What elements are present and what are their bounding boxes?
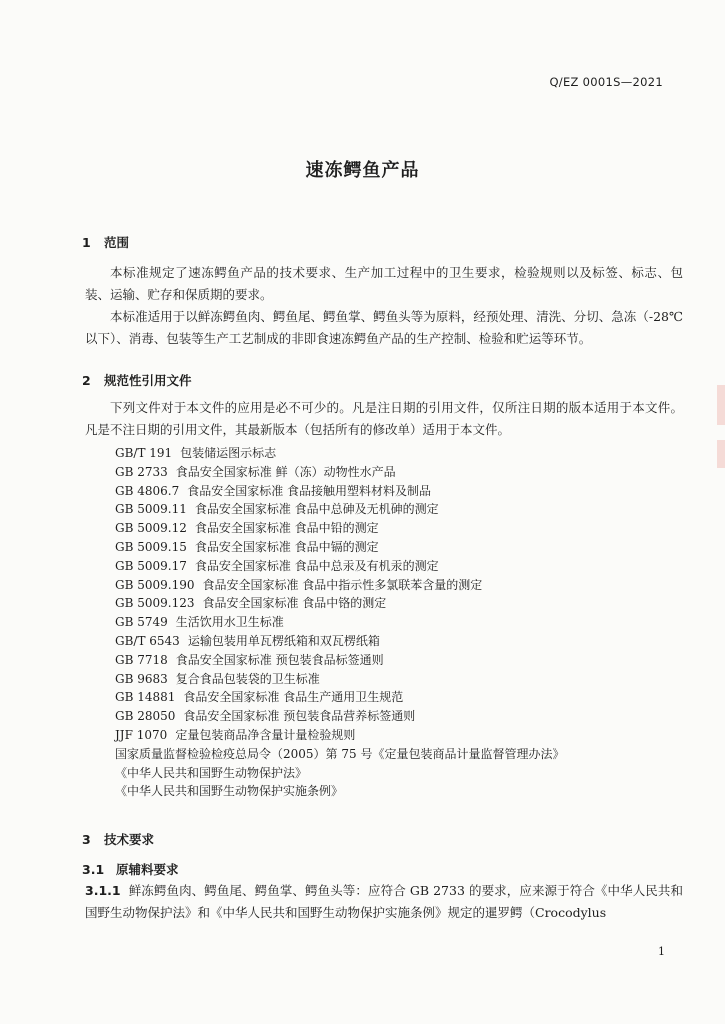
reference-item	[115, 632, 564, 651]
reference-code: GB 5009.11	[115, 502, 187, 517]
reference-item	[115, 707, 564, 726]
reference-item	[115, 782, 564, 801]
subsection-title: 原辅料要求	[116, 862, 179, 877]
section-heading-tech-req	[82, 830, 154, 848]
reference-code: GB 5009.17	[115, 558, 187, 573]
reference-name: 食品安全国家标准 食品中铬的测定	[202, 596, 387, 611]
section-number: 1	[82, 235, 91, 250]
reference-name: 《中华人民共和国野生动物保护实施条例》	[115, 784, 344, 799]
reference-name: 食品安全国家标准 鲜（冻）动物性水产品	[175, 464, 396, 479]
paper-stain	[717, 385, 725, 425]
reference-name: 食品安全国家标准 食品中镉的测定	[194, 539, 379, 554]
clause-text: 鲜冻鳄鱼肉、鳄鱼尾、鳄鱼掌、鳄鱼头等：应符合 GB 2733 的要求，应来源于符合《中华人民共和国野生动物保护法》和《中华人民共和国野生动物保护实施条例》规定的暹罗鳄（Crocodylus	[85, 883, 683, 920]
reference-code: GB/T 6543	[115, 633, 180, 648]
reference-code: GB 5009.12	[115, 521, 187, 536]
reference-name: 食品安全国家标准 预包装食品标签通则	[175, 652, 384, 667]
reference-name: 包装储运图示标志	[180, 446, 277, 460]
reference-item	[115, 726, 564, 745]
subsection-heading-raw-materials	[82, 860, 179, 878]
subsection-number: 3.1	[82, 862, 105, 877]
reference-item	[115, 745, 564, 764]
reference-item	[115, 764, 564, 783]
scope-paragraph-2: 本标准适用于以鲜冻鳄鱼肉、鳄鱼尾、鳄鱼掌、鳄鱼头等为原料，经预处理、清洗、分切、急冻（-28℃以下）、消毒、包装等生产工艺制成的非即食速冻鳄鱼产品的生产控制、检验和贮运等环节。	[85, 309, 683, 346]
section-title: 技术要求	[104, 832, 155, 847]
reference-item	[115, 651, 564, 670]
reference-name: 食品安全国家标准 食品接触用塑料材料及制品	[187, 483, 432, 498]
reference-name: 食品安全国家标准 食品中指示性多氯联苯含量的测定	[202, 577, 483, 592]
reference-item	[115, 594, 564, 613]
section-heading-normative-refs	[82, 371, 192, 389]
clause-number: 3.1.1	[85, 883, 121, 898]
reference-item	[115, 613, 564, 632]
reference-name: 《中华人民共和国野生动物保护法》	[115, 765, 308, 780]
reference-name: 食品安全国家标准 食品中总砷及无机砷的测定	[194, 502, 439, 517]
paper-stain	[717, 440, 725, 468]
clause-3-1-1	[85, 880, 683, 924]
reference-code: GB 5749	[115, 615, 168, 630]
reference-name: 复合食品包装袋的卫生标准	[175, 671, 320, 686]
reference-code: GB 5009.190	[115, 577, 195, 592]
reference-code: GB 5009.15	[115, 539, 187, 554]
reference-code: GB 14881	[115, 690, 176, 705]
reference-name: 运输包装用单瓦楞纸箱和双瓦楞纸箱	[187, 633, 380, 648]
reference-name: 食品安全国家标准 食品生产通用卫生规范	[183, 690, 404, 705]
reference-name: 定量包装商品净含量计量检验规则	[175, 727, 356, 742]
reference-item	[115, 482, 564, 501]
reference-code: GB 2733	[115, 464, 168, 479]
reference-name: 食品安全国家标准 食品中总汞及有机汞的测定	[194, 558, 439, 573]
page-number: 1	[658, 945, 665, 958]
reference-item	[115, 670, 564, 689]
reference-item	[115, 444, 564, 463]
reference-item	[115, 538, 564, 557]
reference-code: JJF 1070	[115, 727, 168, 742]
reference-name: 食品安全国家标准 食品中铅的测定	[194, 521, 379, 536]
standard-code: Q/EZ 0001S—2021	[549, 75, 663, 89]
reference-code: GB 7718	[115, 652, 168, 667]
normative-refs-intro: 下列文件对于本文件的应用是必不可少的。凡是注日期的引用文件，仅所注日期的版本适用于本文件。凡是不注日期的引用文件，其最新版本（包括所有的修改单）适用于本文件。	[85, 400, 683, 437]
section-title: 规范性引用文件	[104, 373, 192, 388]
reference-item	[115, 576, 564, 595]
reference-item	[115, 519, 564, 538]
reference-name: 国家质量监督检验检疫总局令（2005）第 75 号《定量包装商品计量监督管理办法》	[115, 746, 565, 761]
reference-name: 生活饮用水卫生标准	[175, 615, 284, 630]
reference-item	[115, 500, 564, 519]
reference-list	[115, 444, 564, 801]
reference-item	[115, 463, 564, 482]
reference-code: GB 28050	[115, 709, 176, 724]
section-title: 范围	[104, 235, 130, 250]
reference-code: GB 9683	[115, 671, 168, 686]
reference-code: GB/T 191	[115, 446, 173, 460]
section-number: 3	[82, 832, 91, 847]
reference-item	[115, 557, 564, 576]
reference-item	[115, 688, 564, 707]
section-heading-scope	[82, 233, 129, 251]
document-title: 速冻鳄鱼产品	[305, 160, 420, 181]
section-number: 2	[82, 373, 91, 388]
reference-name: 食品安全国家标准 预包装食品营养标签通则	[183, 709, 416, 724]
scope-paragraph-1: 本标准规定了速冻鳄鱼产品的技术要求、生产加工过程中的卫生要求，检验规则以及标签、标志、包装、运输、贮存和保质期的要求。	[85, 265, 683, 302]
reference-code: GB 4806.7	[115, 483, 180, 498]
reference-code: GB 5009.123	[115, 596, 195, 611]
